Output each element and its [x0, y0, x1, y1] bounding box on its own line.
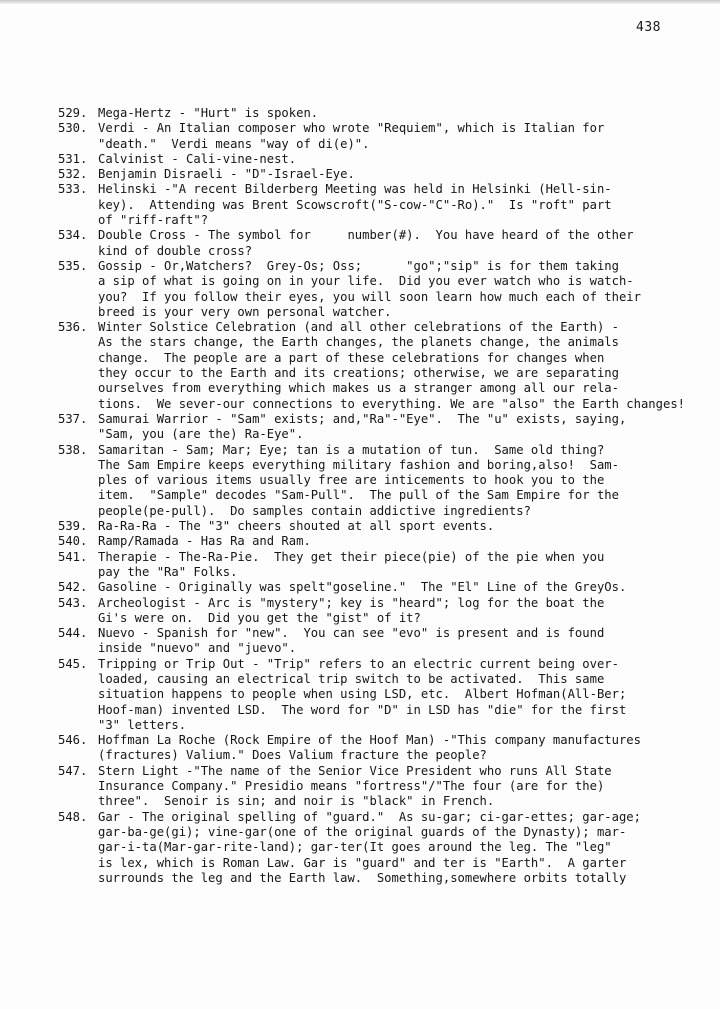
entry-536: [58, 320, 698, 412]
entry-line: people(pe-pull). Do samples contain addictive ingredients?: [98, 503, 531, 518]
entry-line: Therapie - The-Ra-Pie. They get their piece(pie) of the pie when you: [98, 549, 605, 564]
entry-line: Gi's were on. Did you get the "gist" of it?: [98, 610, 421, 625]
entry-line: As the stars change, the Earth changes, the planets change, the animals: [98, 335, 619, 350]
entry-number: 529.: [58, 106, 88, 120]
entry-line: The Sam Empire keeps everything military fashion and boring,also! Sam-: [98, 457, 619, 472]
entry-line: a sip of what is going on in your life. Did you ever watch who is watch-: [98, 274, 634, 289]
entry-line: Gar - The original spelling of "guard." As su-gar; ci-gar-ettes; gar-age;: [98, 809, 641, 824]
entry-line: (fractures) Valium." Does Valium fracture the people?: [98, 748, 487, 763]
entry-number: 544.: [58, 626, 88, 641]
entry-540: [58, 534, 698, 549]
entry-529: [58, 106, 698, 121]
entry-line: Winter Solstice Celebration (and all other celebrations of the Earth) -: [98, 320, 619, 335]
entry-number: 535.: [58, 258, 88, 273]
entry-number: 530.: [58, 121, 88, 136]
entry-539: [58, 519, 698, 534]
entry-533: [58, 182, 698, 228]
entry-line: Verdi - An Italian composer who wrote "Requiem", which is Italian for: [98, 121, 605, 136]
entry-538: [58, 443, 698, 519]
entry-line: kind of double cross?: [98, 243, 253, 258]
entry-text: [98, 228, 698, 259]
entry-547: [58, 764, 698, 810]
entry-544: [58, 626, 698, 657]
entry-line: gar-i-ta(Mar-gar-rite-land); gar-ter(It goes around the leg. The "leg": [98, 840, 612, 855]
entry-text: [98, 534, 698, 549]
entry-line: Double Cross - The symbol for number(#). You have heard of the other: [98, 228, 634, 243]
entry-number: 546.: [58, 733, 88, 748]
entry-line: they occur to the Earth and its creations; otherwise, we are separating: [98, 366, 619, 381]
entry-line: pay the "Ra" Folks.: [98, 564, 238, 579]
entry-line: Samurai Warrior - "Sam" exists; and,"Ra"-"Eye". The "u" exists, saying,: [98, 411, 627, 426]
entry-537: [58, 412, 698, 443]
entry-line: loaded, causing an electrical trip switch to be activated. This same: [98, 671, 605, 686]
entry-text: [98, 810, 698, 886]
entry-line: Gasoline - Originally was spelt"goseline." The "El" Line of the GreyOs.: [98, 580, 627, 595]
entry-number: 541.: [58, 549, 88, 564]
entry-548: [58, 810, 698, 886]
entry-line: situation happens to people when using LSD, etc. Albert Hofman(All-Ber;: [98, 687, 627, 702]
entry-number: 539.: [58, 519, 88, 534]
entry-text: [98, 657, 698, 733]
entry-531: [58, 152, 698, 167]
entry-text: [98, 626, 698, 657]
entry-number: 536.: [58, 320, 88, 335]
page-number: 438: [636, 20, 661, 35]
entry-text: [98, 412, 698, 443]
entry-number: 542.: [58, 580, 88, 595]
entry-text: [98, 106, 698, 121]
entry-545: [58, 657, 698, 733]
entry-line: gar-ba-ge(gi); vine-gar(one of the original guards of the Dynasty); mar-: [98, 824, 627, 839]
entry-line: tions. We sever-our connections to everything. We are "also" the Earth changes!: [98, 396, 685, 411]
entry-number: 537.: [58, 411, 88, 426]
entry-line: ourselves from everything which makes us a stranger among all our rela-: [98, 381, 619, 396]
entry-line: three". Senoir is sin; and noir is "black" in French.: [98, 794, 495, 809]
entry-546: [58, 733, 698, 764]
entry-number: 543.: [58, 595, 88, 610]
entry-text: [98, 320, 698, 412]
entry-line: Ra-Ra-Ra - The "3" cheers shouted at all sport events.: [98, 519, 495, 534]
entry-list: [58, 106, 698, 886]
entry-line: inside "nuevo" and "juevo".: [98, 641, 297, 656]
entry-line: Ramp/Ramada - Has Ra and Ram.: [98, 534, 311, 549]
entry-line: breed is your very own personal watcher.: [98, 304, 392, 319]
entry-line: Benjamin Disraeli - "D"-Israel-Eye.: [98, 167, 355, 182]
entry-number: 548.: [58, 809, 88, 824]
entry-number: 534.: [58, 228, 88, 243]
page-top-edge: [0, 0, 720, 4]
entry-text: [98, 580, 698, 595]
entry-line: "3" letters.: [98, 717, 187, 732]
entry-line: Samaritan - Sam; Mar; Eye; tan is a mutation of tun. Same old thing?: [98, 442, 605, 457]
entry-text: [98, 733, 698, 764]
entry-text: [98, 259, 698, 320]
entry-number: 533.: [58, 182, 88, 197]
entry-535: [58, 259, 698, 320]
entry-line: of "riff-raft"?: [98, 213, 209, 228]
entry-line: ples of various items usually free are inticements to hook you to the: [98, 473, 605, 488]
entry-line: key). Attending was Brent Scowscroft("S-cow-"C"-Ro)." Is "roft" part: [98, 197, 612, 212]
entry-number: 538.: [58, 442, 88, 457]
entry-line: Tripping or Trip Out - "Trip" refers to an electric current being over-: [98, 656, 619, 671]
entry-text: [98, 182, 698, 228]
entry-number: 540.: [58, 534, 88, 549]
entry-line: item. "Sample" decodes "Sam-Pull". The pull of the Sam Empire for the: [98, 488, 619, 503]
entry-text: [98, 167, 698, 182]
entry-text: [98, 152, 698, 167]
entry-530: [58, 121, 698, 152]
entry-line: change. The people are a part of these celebrations for changes when: [98, 350, 605, 365]
entry-number: 545.: [58, 656, 88, 671]
entry-543: [58, 596, 698, 627]
entry-text: [98, 443, 698, 519]
entry-line: Helinski -"A recent Bilderberg Meeting was held in Helsinki (Hell-sin-: [98, 182, 612, 197]
entry-line: Stern Light -"The name of the Senior Vice President who runs All State: [98, 763, 612, 778]
entry-line: "Sam, you (are the) Ra-Eye".: [98, 427, 304, 442]
entry-line: Calvinist - Cali-vine-nest.: [98, 151, 297, 166]
entry-534: [58, 228, 698, 259]
entry-line: you? If you follow their eyes, you will soon learn how much each of their: [98, 289, 641, 304]
entry-line: Hoof-man) invented LSD. The word for "D" in LSD has "die" for the first: [98, 702, 627, 717]
entry-line: is lex, which is Roman Law. Gar is "guard" and ter is "Earth". A garter: [98, 855, 627, 870]
entry-text: [98, 596, 698, 627]
entry-line: Insurance Company." Presidio means "fortress"/"The four (are for the): [98, 779, 605, 794]
entry-532: [58, 167, 698, 182]
entry-text: [98, 519, 698, 534]
entry-line: Mega-Hertz - "Hurt" is spoken.: [98, 106, 319, 120]
entry-line: Nuevo - Spanish for "new". You can see "evo" is present and is found: [98, 626, 605, 641]
entry-text: [98, 121, 698, 152]
entry-number: 547.: [58, 763, 88, 778]
entry-text: [98, 550, 698, 581]
entry-line: Gossip - Or,Watchers? Grey-Os; Oss; "go";"sip" is for them taking: [98, 258, 619, 273]
entry-line: Archeologist - Arc is "mystery"; key is "heard"; log for the boat the: [98, 595, 605, 610]
entry-text: [98, 764, 698, 810]
entry-542: [58, 580, 698, 595]
entry-number: 531.: [58, 151, 88, 166]
entry-line: surrounds the leg and the Earth law. Something,somewhere orbits totally: [98, 870, 627, 885]
entry-number: 532.: [58, 167, 88, 182]
entry-line: Hoffman La Roche (Rock Empire of the Hoof Man) -"This company manufactures: [98, 733, 641, 748]
entry-line: "death." Verdi means "way of di(e)".: [98, 136, 370, 151]
entry-541: [58, 550, 698, 581]
